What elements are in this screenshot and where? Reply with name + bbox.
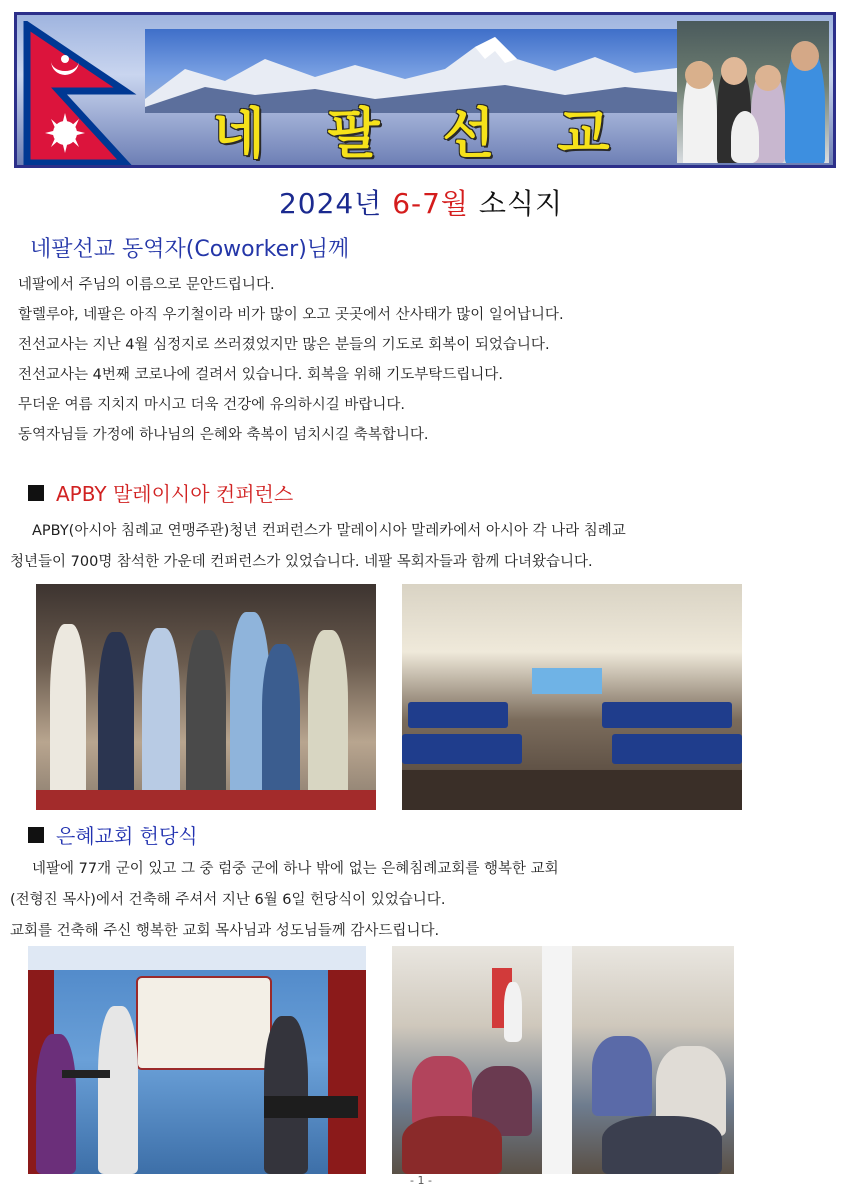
newsletter-title (0, 182, 842, 222)
nepal-flag-icon (21, 21, 139, 167)
banner-title: 네 팔 선 교 (212, 102, 632, 165)
intro-line: 무더운 여름 지치지 마시고 더욱 건강에 유의하시길 바랍니다. (18, 397, 406, 413)
section-line: APBY(아시아 침례교 연맹주관)청년 컨퍼런스가 말레이시아 말레카에서 아시아 각 나라 침례교 (32, 523, 626, 539)
section-line: 청년들이 700명 참석한 가운데 컨퍼런스가 있었습니다. 네팔 목회자들과 함께 다녀왔습니다. (10, 554, 593, 570)
newsletter-banner (14, 12, 836, 168)
section-title: 은혜교회 헌당식 (56, 824, 198, 848)
congregation-photo (392, 946, 734, 1174)
section-dedication-text (10, 854, 832, 947)
greeting-heading: 네팔선교 동역자(Coworker)님께 (30, 237, 350, 262)
section-line: 네팔에 77개 군이 있고 그 중 럼중 군에 하나 밖에 없는 은혜침례교회를 행복한 교회 (32, 861, 559, 877)
section-apby-text (10, 516, 832, 578)
intro-line: 동역자님들 가정에 하나님의 은혜와 축복이 넘치시길 축복합니다. (18, 427, 429, 443)
bullet-square-icon (28, 827, 44, 843)
title-months: 6-7월 (392, 187, 469, 220)
family-photo (677, 21, 829, 163)
intro-paragraph (18, 270, 818, 450)
intro-line: 전선교사는 4번째 코로나에 걸려서 있습니다. 회복을 위해 기도부탁드립니다. (18, 367, 503, 383)
intro-line: 전선교사는 지난 4월 심정지로 쓰러졌었지만 많은 분들의 기도로 회복이 되었습니다. (18, 337, 550, 353)
title-suffix: 소식지 (478, 187, 564, 220)
intro-line: 네팔에서 주님의 이름으로 문안드립니다. (18, 277, 275, 293)
bullet-square-icon (28, 485, 44, 501)
group-photo-pastors (36, 584, 376, 810)
section-line: (전형진 목사)에서 건축해 주셔서 지난 6월 6일 헌당식이 있었습니다. (10, 892, 446, 908)
banner-sign-image (136, 976, 272, 1070)
section-heading-dedication (28, 820, 198, 849)
section-line: 교회를 건축해 주신 행복한 교회 목사님과 성도님들께 감사드립니다. (10, 923, 440, 939)
section-title: APBY 말레이시아 컨퍼런스 (56, 482, 294, 506)
section-heading-apby (28, 478, 293, 507)
title-year: 2024년 (278, 187, 383, 220)
dedication-ceremony-photo (28, 946, 366, 1174)
page-number: - 1 - (410, 1174, 432, 1187)
intro-line: 할렐루야, 네팔은 아직 우기철이라 비가 많이 오고 곳곳에서 산사태가 많이 일어납니다. (18, 307, 564, 323)
conference-hall-photo (402, 584, 742, 810)
